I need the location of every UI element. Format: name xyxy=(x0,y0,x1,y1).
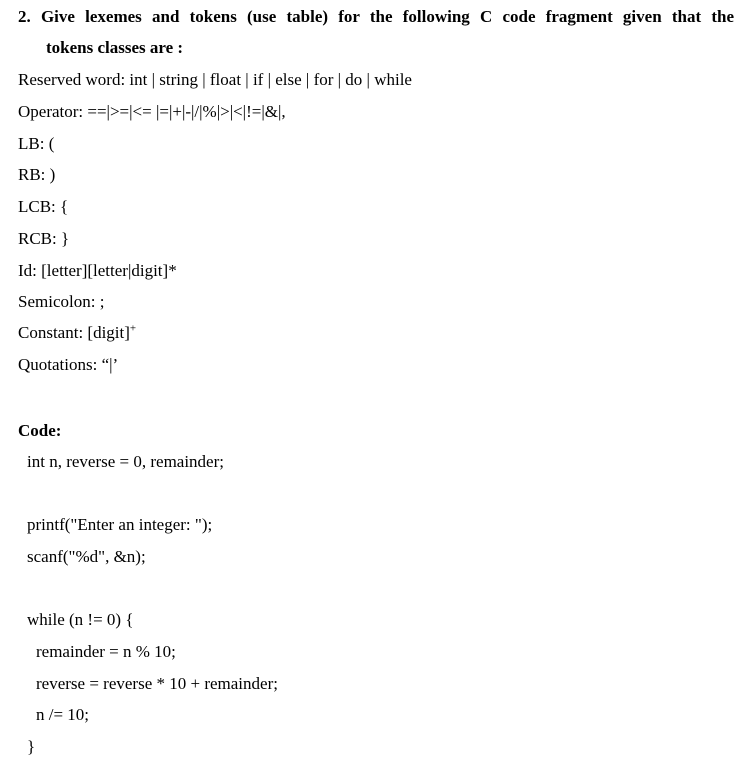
token-class-constant xyxy=(18,323,136,343)
token-class-reserved-word: Reserved word: int | string | float | if | else | for | do | while xyxy=(18,70,412,89)
code-line: while (n != 0) { xyxy=(27,610,134,629)
code-line: } xyxy=(27,737,36,756)
code-line: n /= 10; xyxy=(36,705,90,724)
token-class-constant-text: Constant: [digit] xyxy=(18,323,130,342)
token-class-rb: RB: ) xyxy=(18,165,56,184)
question-line-1 xyxy=(18,7,734,27)
question-line-2: tokens classes are : xyxy=(46,38,184,57)
token-class-lcb: LCB: { xyxy=(18,197,69,216)
token-class-rcb: RCB: } xyxy=(18,229,70,248)
question-text-1: Give lexemes and tokens (use table) for the following C code fragment given that the xyxy=(40,7,734,26)
code-line: remainder = n % 10; xyxy=(36,642,176,661)
token-class-semicolon: Semicolon: ; xyxy=(18,292,105,311)
code-line: printf("Enter an integer: "); xyxy=(27,515,213,534)
code-heading: Code: xyxy=(18,421,62,440)
token-class-lb: LB: ( xyxy=(18,134,55,153)
code-line: int n, reverse = 0, remainder; xyxy=(27,452,224,471)
code-line: scanf("%d", &n); xyxy=(27,547,146,566)
token-class-operator: Operator: ==|>=|<= |=|+|-|/|%|>|<|!=|&|, xyxy=(18,102,286,121)
question-number: 2. xyxy=(18,7,31,26)
token-class-id: Id: [letter][letter|digit]* xyxy=(18,261,177,280)
code-line: reverse = reverse * 10 + remainder; xyxy=(36,674,278,693)
token-class-constant-superscript: + xyxy=(129,322,137,335)
token-class-quotations: Quotations: “|’ xyxy=(18,355,119,374)
